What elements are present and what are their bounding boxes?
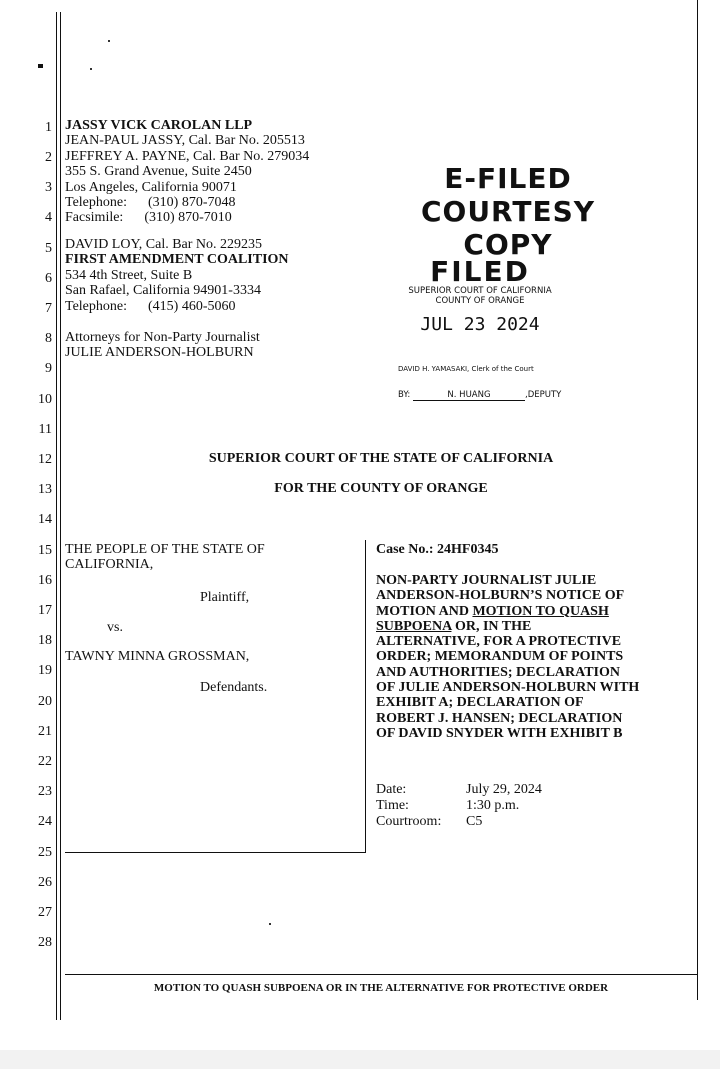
hearing-value: 1:30 p.m.	[466, 798, 520, 813]
title-text: MOTION AND	[376, 603, 473, 619]
line-number: 21	[38, 724, 52, 739]
filed-label: FILED	[430, 255, 530, 288]
second-attorney-block	[65, 237, 289, 314]
caption-vertical-rule	[365, 540, 366, 852]
filed-date: JUL 23 2024	[420, 314, 540, 335]
line-number: 4	[45, 210, 52, 225]
scan-artifact	[90, 68, 92, 70]
title-line	[376, 665, 639, 680]
attorney-line: 355 S. Grand Avenue, Suite 2450	[65, 164, 252, 180]
line-number: 17	[38, 603, 52, 618]
hearing-row	[376, 782, 542, 798]
title-line	[376, 604, 639, 619]
right-margin-rule	[697, 0, 698, 1000]
line-number: 18	[38, 633, 52, 648]
footer-title: MOTION TO QUASH SUBPOENA OR IN THE ALTERNATIVE FOR PROTECTIVE ORDER	[153, 982, 609, 994]
line-number: 5	[45, 241, 52, 256]
title-underlined-text: SUBPOENA	[376, 618, 452, 634]
attorney-line: Facsimile: (310) 870-7010	[65, 210, 232, 226]
title-text: ALTERNATIVE, FOR A PROTECTIVE	[376, 634, 622, 650]
org-line: 534 4th Street, Suite B	[65, 267, 193, 283]
case-number: Case No.: 24HF0345	[376, 542, 499, 557]
attorney-line: JEAN-PAUL JASSY, Cal. Bar No. 205513	[65, 133, 305, 149]
title-text: ROBERT J. HANSEN; DECLARATION	[376, 710, 623, 726]
plaintiff-name-2: CALIFORNIA,	[65, 557, 154, 573]
title-line	[376, 711, 639, 726]
org-line: San Rafael, California 94901-3334	[65, 283, 261, 299]
title-line	[376, 634, 639, 649]
title-line	[376, 573, 639, 588]
county-heading: FOR THE COUNTY OF ORANGE	[274, 481, 488, 496]
second-attorney: DAVID LOY, Cal. Bar No. 229235	[65, 237, 263, 252]
versus-label: vs.	[107, 620, 123, 635]
scan-artifact	[269, 923, 271, 925]
line-number: 1	[45, 120, 52, 135]
caption-parties	[65, 542, 265, 573]
left-margin-rule-1	[56, 12, 57, 1020]
deputy-name	[413, 390, 525, 401]
deputy-name-text: N. HUANG	[447, 390, 491, 400]
hearing-value: C5	[466, 814, 483, 829]
title-text: OR, IN THE	[451, 618, 532, 634]
title-line	[376, 680, 639, 695]
line-number: 2	[45, 150, 52, 165]
title-line	[376, 619, 639, 634]
hearing-label: Date:	[376, 782, 407, 797]
title-text: AND AUTHORITIES; DECLARATION	[376, 664, 621, 680]
hearing-label: Courtroom:	[376, 814, 442, 829]
footer-rule	[65, 974, 697, 975]
title-text: OF JULIE ANDERSON-HOLBURN WITH	[376, 680, 640, 696]
court-name-line1: SUPERIOR COURT OF CALIFORNIA	[408, 286, 552, 296]
line-number: 11	[38, 422, 52, 437]
hearing-label: Time:	[376, 798, 409, 813]
defendant-role: Defendants.	[200, 680, 268, 695]
title-text: ANDERSON-HOLBURN’S NOTICE OF	[376, 588, 625, 604]
line-number: 27	[38, 905, 52, 920]
line-number: 25	[38, 845, 52, 860]
title-text: EXHIBIT A; DECLARATION OF	[376, 695, 584, 711]
plaintiff-name: THE PEOPLE OF THE STATE OF	[65, 542, 265, 557]
attorneys-for-block	[65, 330, 260, 361]
courtesy-copy-label: COURTESY COPY	[420, 195, 596, 261]
hearing-row	[376, 798, 542, 814]
line-number: 10	[38, 392, 52, 407]
defendant-name: TAWNY MINNA GROSSMAN,	[65, 649, 250, 664]
line-number: 6	[45, 271, 52, 286]
attorney-block	[65, 118, 309, 226]
by-label: BY:	[398, 390, 411, 400]
line-number: 20	[38, 694, 52, 709]
attorneys-for: Attorneys for Non-Party Journalist	[65, 330, 260, 345]
clerk-line: DAVID H. YAMASAKI, Clerk of the Court	[398, 365, 534, 373]
line-number: 9	[45, 361, 52, 376]
attorney-line: Los Angeles, California 90071	[65, 179, 237, 195]
deputy-line	[398, 390, 561, 401]
efiled-label: E-FILED	[444, 162, 572, 195]
court-name-line2: COUNTY OF ORANGE	[435, 296, 525, 306]
hearing-row	[376, 814, 542, 830]
court-heading: SUPERIOR COURT OF THE STATE OF CALIFORNIA	[208, 451, 554, 466]
title-line	[376, 588, 639, 603]
attorney-line: JEFFREY A. PAYNE, Cal. Bar No. 279034	[65, 148, 310, 164]
deputy-label: ,DEPUTY	[525, 390, 562, 400]
viewer-bottom-strip	[0, 1050, 720, 1069]
scan-artifact	[38, 64, 43, 68]
line-number: 15	[38, 543, 52, 558]
filed-stamp	[385, 255, 575, 336]
line-number: 28	[38, 935, 52, 950]
document-title	[376, 573, 639, 741]
efiled-stamp	[380, 162, 636, 261]
line-number: 13	[38, 482, 52, 497]
title-text: ORDER; MEMORANDUM OF POINTS	[376, 649, 624, 665]
left-margin-rule-2	[60, 12, 61, 1020]
scan-artifact	[108, 40, 110, 42]
line-number: 7	[45, 301, 52, 316]
line-number: 23	[38, 784, 52, 799]
org-name: FIRST AMENDMENT COALITION	[65, 252, 289, 268]
title-underlined-text: MOTION TO QUASH	[472, 603, 609, 619]
title-line	[376, 695, 639, 710]
line-number: 24	[38, 814, 52, 829]
client-name: JULIE ANDERSON-HOLBURN	[65, 345, 254, 361]
title-text: NON-PARTY JOURNALIST JULIE	[376, 573, 597, 588]
line-number: 19	[38, 663, 52, 678]
line-number: 8	[45, 331, 52, 346]
attorney-line: Telephone: (310) 870-7048	[65, 195, 236, 211]
plaintiff-role: Plaintiff,	[200, 590, 250, 605]
firm-name: JASSY VICK CAROLAN LLP	[65, 118, 253, 133]
hearing-value: July 29, 2024	[466, 782, 542, 797]
title-line	[376, 649, 639, 664]
line-number: 22	[38, 754, 52, 769]
title-text: OF DAVID SNYDER WITH EXHIBIT B	[376, 725, 623, 741]
org-line: Telephone: (415) 460-5060	[65, 298, 236, 314]
line-number: 16	[38, 573, 52, 588]
caption-bottom-rule	[65, 852, 366, 853]
hearing-info	[376, 782, 542, 830]
line-number: 12	[38, 452, 52, 467]
line-number: 3	[45, 180, 52, 195]
title-line	[376, 726, 639, 741]
line-number: 26	[38, 875, 52, 890]
line-number: 14	[38, 512, 52, 527]
